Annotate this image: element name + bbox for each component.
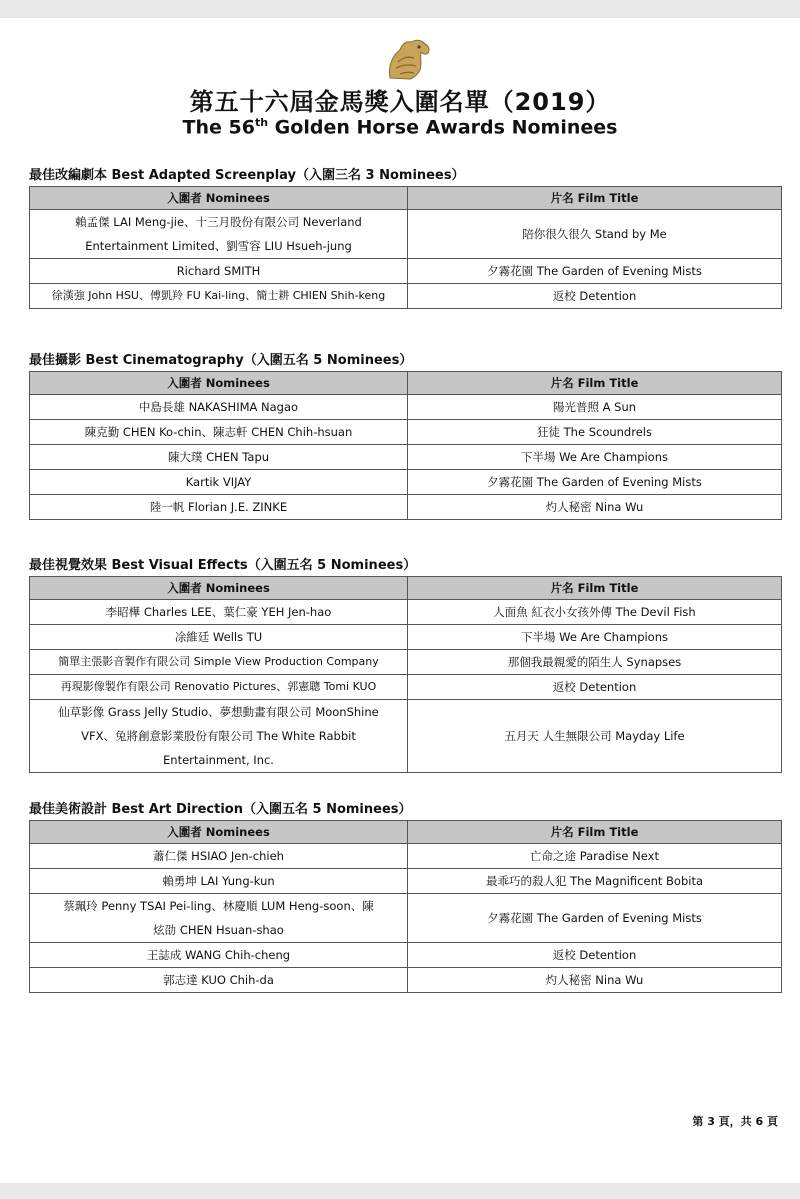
nominee-cell: 再現影像製作有限公司 Renovatio Pictures、郭憲聰 Tomi KUO (30, 675, 408, 700)
col-header-nominees: 入圍者 Nominees (30, 372, 408, 395)
table-row (30, 968, 782, 993)
table-row (30, 284, 782, 309)
col-header-film: 片名 Film Title (408, 821, 782, 844)
col-header-nominees: 入圍者 Nominees (30, 577, 408, 600)
film-cell: 下半場 We Are Champions (408, 445, 782, 470)
film-cell: 返校 Detention (408, 284, 782, 309)
table-row (30, 395, 782, 420)
nominee-cell: 賴孟傑 LAI Meng-jie、十三月股份有限公司 Neverland Entertainment Limited、劉雪容 LIU Hsueh-jung (30, 210, 408, 259)
section-heading: 最佳攝影 Best Cinematography（入圍五名 5 Nominees） (29, 353, 413, 368)
nominee-cell: 仙草影像 Grass Jelly Studio、夢想動畫有限公司 MoonShine VFX、兔將創意影業股份有限公司 The White Rabbit Entertainment, Inc. (30, 700, 408, 773)
nominee-cell: 徐漢強 John HSU、傅凱羚 FU Kai-ling、簡士耕 CHIEN Shih-keng (30, 284, 408, 309)
nominee-cell: 賴勇坤 LAI Yung-kun (30, 869, 408, 894)
table-row (30, 600, 782, 625)
nominee-cell: 簡單主張影音製作有限公司 Simple View Production Company (30, 650, 408, 675)
nominee-cell: Richard SMITH (30, 259, 408, 284)
section-heading: 最佳視覺效果 Best Visual Effects（入圍五名 5 Nominees） (29, 558, 417, 573)
nominee-cell: 郭志達 KUO Chih-da (30, 968, 408, 993)
title-chinese: 第五十六屆金馬獎入圍名單（2019） (189, 88, 611, 116)
section-cinematography (29, 351, 781, 520)
film-cell: 灼人秘密 Nina Wu (408, 968, 782, 993)
nominee-cell: 李昭樺 Charles LEE、葉仁豪 YEH Jen-hao (30, 600, 408, 625)
film-cell: 灼人秘密 Nina Wu (408, 495, 782, 520)
col-header-film: 片名 Film Title (408, 372, 782, 395)
table-row (30, 869, 782, 894)
nominee-cell: 陸一帆 Florian J.E. ZINKE (30, 495, 408, 520)
nominee-cell: 陳大璞 CHEN Tapu (30, 445, 408, 470)
nominee-table (29, 576, 782, 773)
table-row (30, 625, 782, 650)
film-cell: 陽光普照 A Sun (408, 395, 782, 420)
film-cell: 狂徒 The Scoundrels (408, 420, 782, 445)
table-row (30, 700, 782, 773)
nominee-cell: 凃維廷 Wells TU (30, 625, 408, 650)
section-adapted-screenplay (29, 166, 781, 309)
film-cell: 夕霧花園 The Garden of Evening Mists (408, 259, 782, 284)
golden-horse-logo (376, 38, 434, 82)
nominee-cell: 蕭仁傑 HSIAO Jen-chieh (30, 844, 408, 869)
nominee-cell: 中島長雄 NAKASHIMA Nagao (30, 395, 408, 420)
nominee-cell: Kartik VIJAY (30, 470, 408, 495)
film-cell: 那個我最親愛的陌生人 Synapses (408, 650, 782, 675)
nominee-cell: 王誌成 WANG Chih-cheng (30, 943, 408, 968)
table-row (30, 445, 782, 470)
section-art-direction (29, 800, 781, 993)
col-header-film: 片名 Film Title (408, 577, 782, 600)
section-heading: 最佳美術設計 Best Art Direction（入圍五名 5 Nominees） (29, 802, 412, 817)
film-cell: 夕霧花園 The Garden of Evening Mists (408, 470, 782, 495)
page-number: 第 3 頁，共 6 頁 (692, 1115, 778, 1128)
film-cell: 夕霧花園 The Garden of Evening Mists (408, 894, 782, 943)
col-header-film: 片名 Film Title (408, 187, 782, 210)
table-row (30, 259, 782, 284)
table-row (30, 844, 782, 869)
film-cell: 返校 Detention (408, 675, 782, 700)
table-row (30, 470, 782, 495)
nominee-table (29, 371, 782, 520)
title-english: The 56th Golden Horse Awards Nominees (182, 116, 618, 139)
section-heading: 最佳改編劇本 Best Adapted Screenplay（入圍三名 3 Nominees） (29, 168, 465, 183)
table-row (30, 495, 782, 520)
nominee-table (29, 186, 782, 309)
table-row (30, 894, 782, 943)
nominee-cell: 蔡珮玲 Penny TSAI Pei-ling、林慶順 LUM Heng-soon、陳炫劭 CHEN Hsuan-shao (30, 894, 408, 943)
table-row (30, 943, 782, 968)
document-page (0, 18, 800, 1183)
table-row (30, 210, 782, 259)
film-cell: 陪你很久很久 Stand by Me (408, 210, 782, 259)
film-cell: 亡命之途 Paradise Next (408, 844, 782, 869)
film-cell: 最乖巧的殺人犯 The Magnificent Bobita (408, 869, 782, 894)
nominee-table (29, 820, 782, 993)
table-row (30, 675, 782, 700)
table-row (30, 650, 782, 675)
nominee-cell: 陳克勤 CHEN Ko-chin、陳志軒 CHEN Chih-hsuan (30, 420, 408, 445)
film-cell: 人面魚 紅衣小女孩外傳 The Devil Fish (408, 600, 782, 625)
film-cell: 返校 Detention (408, 943, 782, 968)
col-header-nominees: 入圍者 Nominees (30, 821, 408, 844)
film-cell: 下半場 We Are Champions (408, 625, 782, 650)
col-header-nominees: 入圍者 Nominees (30, 187, 408, 210)
film-cell: 五月天 人生無限公司 Mayday Life (408, 700, 782, 773)
table-row (30, 420, 782, 445)
section-visual-effects (29, 556, 781, 773)
